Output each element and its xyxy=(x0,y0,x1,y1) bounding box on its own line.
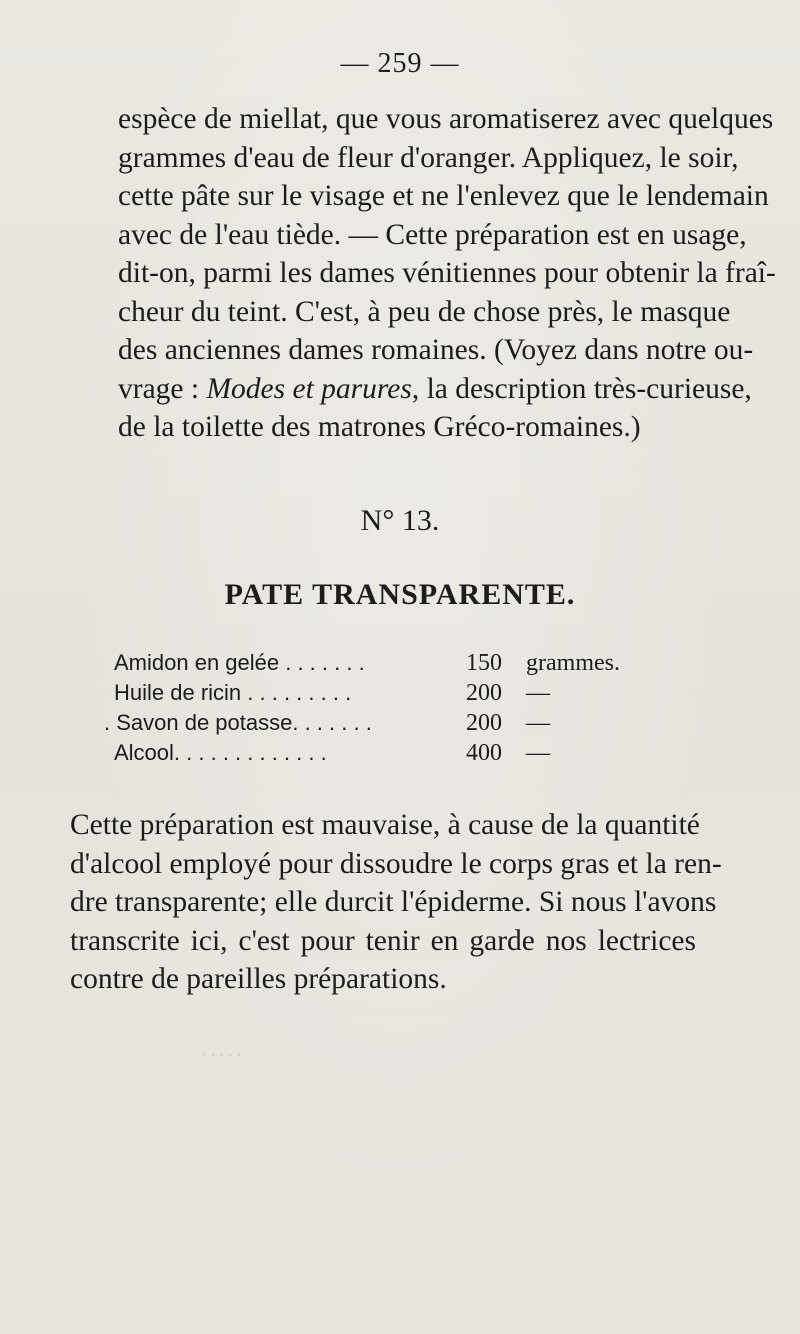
paragraph-line: des anciennes dames romaines. (Voyez dans notre ou- xyxy=(118,334,754,366)
ingredient-row xyxy=(114,648,634,678)
line-text: vrage : xyxy=(118,372,207,405)
ingredient-quantity: 200 xyxy=(466,710,502,736)
paragraph-line: grammes d'eau de fleur d'oranger. Appliquez, le soir, xyxy=(118,141,739,174)
paragraph-line-with-title xyxy=(118,370,752,409)
paragraph-line: de la toilette des matrones Gréco-romaines.) xyxy=(118,411,641,443)
recipe-title: PATE TRANSPARENTE. xyxy=(224,578,576,611)
paragraph-line: Cette préparation est mauvaise, à cause de la quantité xyxy=(70,809,700,841)
ingredient-unit: — xyxy=(526,740,550,766)
ingredient-name: Alcool. . . . . . . . . . . . . xyxy=(114,740,327,765)
ingredient-row xyxy=(104,708,634,738)
paragraph-line: d'alcool employé pour dissoudre le corps gras et la ren- xyxy=(70,847,722,880)
paragraph-line: cheur du teint. C'est, à peu de chose près, le masque xyxy=(118,295,731,328)
line-text: , la description très-curieuse, xyxy=(411,372,752,405)
ingredient-quantity: 150 xyxy=(466,650,502,676)
paragraph-line: dit-on, parmi les dames vénitiennes pour obtenir la fraî- xyxy=(118,257,776,289)
ingredient-name: Amidon en gelée . . . . . . . xyxy=(114,650,365,675)
paragraph-line: dre transparente; elle durcit l'épiderme. Si nous l'avons xyxy=(70,886,717,918)
conclusion-paragraph xyxy=(70,806,722,999)
book-title-italic: Modes et parures xyxy=(206,372,412,405)
ingredient-row xyxy=(114,678,634,708)
ingredient-unit: — xyxy=(526,680,550,706)
ingredient-row xyxy=(114,738,634,768)
intro-paragraph xyxy=(118,100,776,447)
ingredient-quantity: 200 xyxy=(466,680,502,706)
ingredient-quantity: 400 xyxy=(466,740,502,766)
paragraph-line: transcrite ici, c'est pour tenir en garde nos lectrices xyxy=(70,924,696,957)
ingredient-name: . Savon de potasse. . . . . . . xyxy=(104,710,372,735)
ingredient-list xyxy=(104,648,634,768)
page-number: — 259 — xyxy=(340,48,460,79)
paragraph-line: avec de l'eau tiède. — Cette préparation est en usage, xyxy=(118,218,747,251)
ingredient-name: Huile de ricin . . . . . . . . . xyxy=(114,680,352,705)
paragraph-line: espèce de miellat, que vous aromatiserez avec quelques xyxy=(118,103,774,135)
paragraph-line: cette pâte sur le visage et ne l'enlevez que le lendemain xyxy=(118,180,769,212)
ingredient-unit: — xyxy=(526,710,550,736)
paragraph-line: contre de pareilles préparations. xyxy=(70,963,447,995)
ingredient-unit: grammes. xyxy=(526,650,620,676)
recipe-number: N° 13. xyxy=(360,504,440,537)
show-through-text: ····· xyxy=(200,1040,244,1069)
